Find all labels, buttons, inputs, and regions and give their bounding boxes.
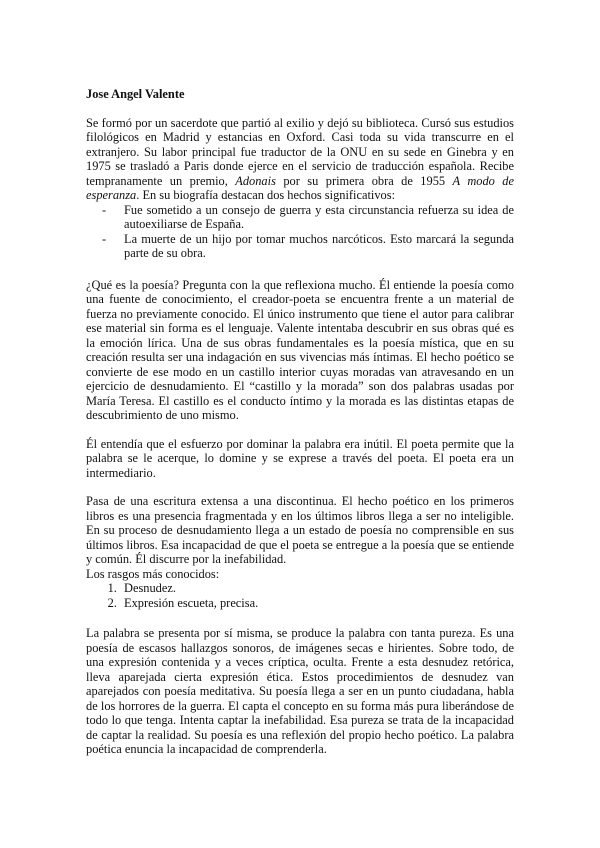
traits-list	[86, 581, 514, 610]
list-item: - La muerte de un hijo por tomar muchos narcóticos. Esto marcará la segunda parte de su obra.	[102, 232, 514, 261]
writing-evolution-paragraph: Pasa de una escritura extensa a una discontinua. El hecho poético en los primeros libros es una presencia fragmentada y en los últimos libros llega a ser no inteligible. En su proceso de desnudamiento llega a un estado de poesía no comprensible en sus últimos libros. Esa incapacidad de que el poeta se entregue a la poesía que se entiende y común. Él discurre por la inefabilidad.	[86, 494, 514, 566]
document-title: Jose Angel Valente	[86, 87, 185, 101]
award-name: Adonais	[235, 173, 276, 188]
significant-facts-list	[86, 203, 514, 261]
word-purity-paragraph: La palabra se presenta por sí misma, se produce la palabra con tanta pureza. Es una poesía de escasos hallazgos sonoros, de imágenes secas e hirientes. Sobre todo, de una expresión contenida y a veces críptica, oculta. Frente a esta desnudez retórica, lleva aparejada cierta expresión ética. Estos procedimientos de desnudez van aparejados con poesía meditativa. Su poesía llega a ser en un punto ciudadana, habla de los horrores de la guerra. El capta el concepto en su forma más pura liberándose de todo lo que tenga. Intenta captar la inefabilidad. Esa pureza se trata de la incapacidad de captar la realidad. Su poesía es una reflexión del propio hecho poético. La palabra poética enuncia la incapacidad de comprenderla.	[86, 626, 514, 756]
poetry-definition-paragraph: ¿Qué es la poesía? Pregunta con la que reflexiona mucho. Él entiende la poesía como una fuente de conocimiento, el creador-poeta se encuentra frente a un material de fuerza no previamente conocido. El único instrumento que tiene el autor para calibrar ese material sin forma es el lenguaje. Valente intentaba descubrir en sus obras qué es la emoción lírica. Una de sus obras fundamentales es la poesía mística, que en su creación resulta ser una indagación en sus vivencias más íntimas. El hecho poético se convierte de ese modo en un castillo interior cuyas moradas van atravesando en un ejercicio de desnudamiento. El “castillo y la morada” son dos palabras usadas por María Teresa. El castillo es el conducto íntimo y la morada es las distintas etapas de descubrimiento de uno mismo.	[86, 277, 514, 422]
traits-intro: Los rasgos más conocidos:	[86, 566, 220, 581]
first-work-title: A modo de esperanza	[86, 173, 514, 202]
list-item: - Fue sometido a un consejo de guerra y esta circunstancia refuerza su idea de autoexiliarse de España.	[102, 203, 514, 232]
word-effort-paragraph: Él entendía que el esfuerzo por dominar la palabra era inútil. El poeta permite que la palabra se le acerque, lo domine y se exprese a través del poeta. El poeta era un intermediario.	[86, 436, 514, 480]
biography-paragraph	[86, 116, 514, 203]
list-item: 1. Desnudez.	[120, 581, 514, 596]
biography-text-a: Se formó por un sacerdote que partió al exilio y dejó su biblioteca. Cursó sus estudios filológicos en Madrid y estancias en Oxford. Casi toda su vida transcurre en el extranjero. Su labor principal fue traductor de la ONU en su sede en Ginebra y en 1975 se trasladó a Paris donde ejerce en el servicio de traducción española. Recibe tempranamente un premio,	[86, 115, 514, 188]
document-body	[86, 87, 514, 757]
biography-text-b: por su primera obra de 1955	[275, 173, 453, 188]
list-item: 2. Expresión escueta, precisa.	[120, 596, 514, 611]
biography-text-c: . En su biografía destacan dos hechos significativos:	[136, 188, 396, 202]
